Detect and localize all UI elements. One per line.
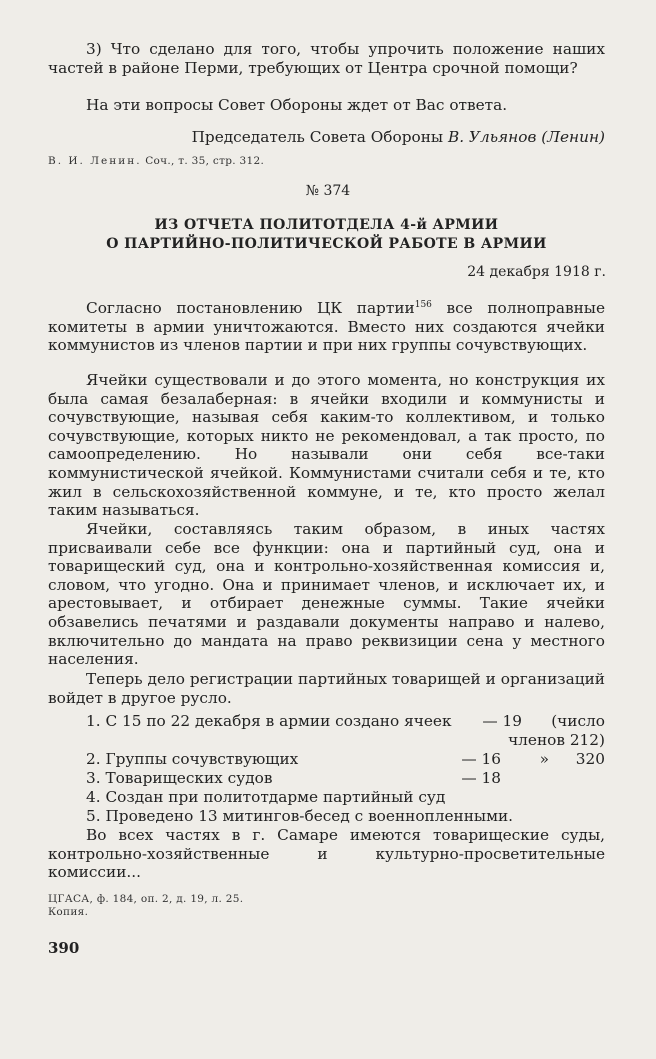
- list-item-4: 4. Создан при политотдарме партийный суд: [86, 788, 446, 806]
- paragraph-3: Ячейки, составляясь таким образом, в иных частях присваивали себе все функции: она и партийный суд, она и товарищеский суд, она и контрольно-хозяйственная комиссия и, словом, что угодно. Она и принимает членов, и исключает их, и арестовывает, и отбирает денежные суммы. Такие ячейки обзавелись печатями и раздавали документы направо и налево, включительно до мандата на право реквизиции сена у местного населения.: [48, 520, 605, 669]
- document-number: № 374: [305, 183, 351, 199]
- list-item-1-value: — 19: [482, 712, 522, 730]
- list-item-2: 2. Группы сочувствующих: [86, 750, 299, 768]
- paragraph-4: Теперь дело регистрации партийных товарищей и организаций войдет в другое русло.: [48, 670, 605, 707]
- paragraph-1: [48, 296, 605, 355]
- archive-line-2: Копия.: [48, 906, 89, 918]
- signature-prefix: Председатель Совета Обороны: [191, 128, 448, 146]
- title-line-2: О ПАРТИЙНО-ПОЛИТИЧЕСКОЙ РАБОТЕ В АРМИИ: [106, 236, 547, 252]
- paragraph-2: Ячейки существовали и до этого момента, но конструкция их была самая безалаберная: в ячейки входили и коммунисты и сочувствующие, называя себя каким-то коллективом, и только сочувствующие, которых никто не рекомендовал, а так просто, по самоопределению. Но называли они себя все-таки коммунистической ячейкой. Коммунистами считали себя и те, кто жил в сельскохозяйственной коммуне, и те, кто просто желал таким называться.: [48, 371, 605, 520]
- archive-line-1: ЦГАСА, ф. 184, оп. 2, д. 19, л. 25.: [48, 893, 244, 905]
- title-line-1: ИЗ ОТЧЕТА ПОЛИТОТДЕЛА 4-й АРМИИ: [154, 217, 499, 233]
- list-item-2-value-2: 320: [575, 750, 605, 768]
- source-author: В. И. Ленин.: [48, 155, 142, 167]
- paragraph-1-start: Согласно постановлению ЦК партии: [86, 299, 415, 318]
- list-item-1-note-2: членов 212): [508, 731, 605, 749]
- signature: [48, 128, 605, 147]
- document-title: [48, 216, 605, 254]
- paragraph-5: Во всех частях в г. Самаре имеются товарищеские суды, контрольно-хозяйственные и культурно-просветительные комиссии...: [48, 826, 605, 882]
- source-rest: Соч., т. 35, стр. 312.: [145, 155, 265, 167]
- footnote-ref: 156: [414, 300, 432, 310]
- list-item-1: 1. С 15 по 22 декабря в армии создано ячеек: [86, 712, 452, 730]
- await-answer: На эти вопросы Совет Обороны ждет от Вас ответа.: [86, 96, 508, 114]
- list-item-5: 5. Проведено 13 митингов-бесед с военнопленными.: [86, 807, 514, 825]
- list-item-3: 3. Товарищеских судов: [86, 769, 273, 787]
- list-item-2-mark: »: [539, 750, 549, 768]
- question-3: 3) Что сделано для того, чтобы упрочить положение наших частей в районе Перми, требующих от Центра срочной помощи?: [48, 40, 605, 77]
- source-citation: [48, 155, 264, 168]
- paragraph-1-rest: все полноправные комитеты в армии уничтожаются. Вместо них создаются ячейки коммунистов из членов партии и при них группы сочувствующих.: [48, 299, 605, 355]
- list-item-2-value: — 16: [461, 750, 501, 768]
- archive-reference: [48, 893, 243, 919]
- signature-name: В. Ульянов (Ленин): [447, 128, 605, 146]
- document-date: 24 декабря 1918 г.: [467, 264, 606, 280]
- page-number: 390: [48, 939, 80, 957]
- list-item-1-note: (число: [551, 712, 605, 730]
- list-item-3-value: — 18: [461, 769, 501, 787]
